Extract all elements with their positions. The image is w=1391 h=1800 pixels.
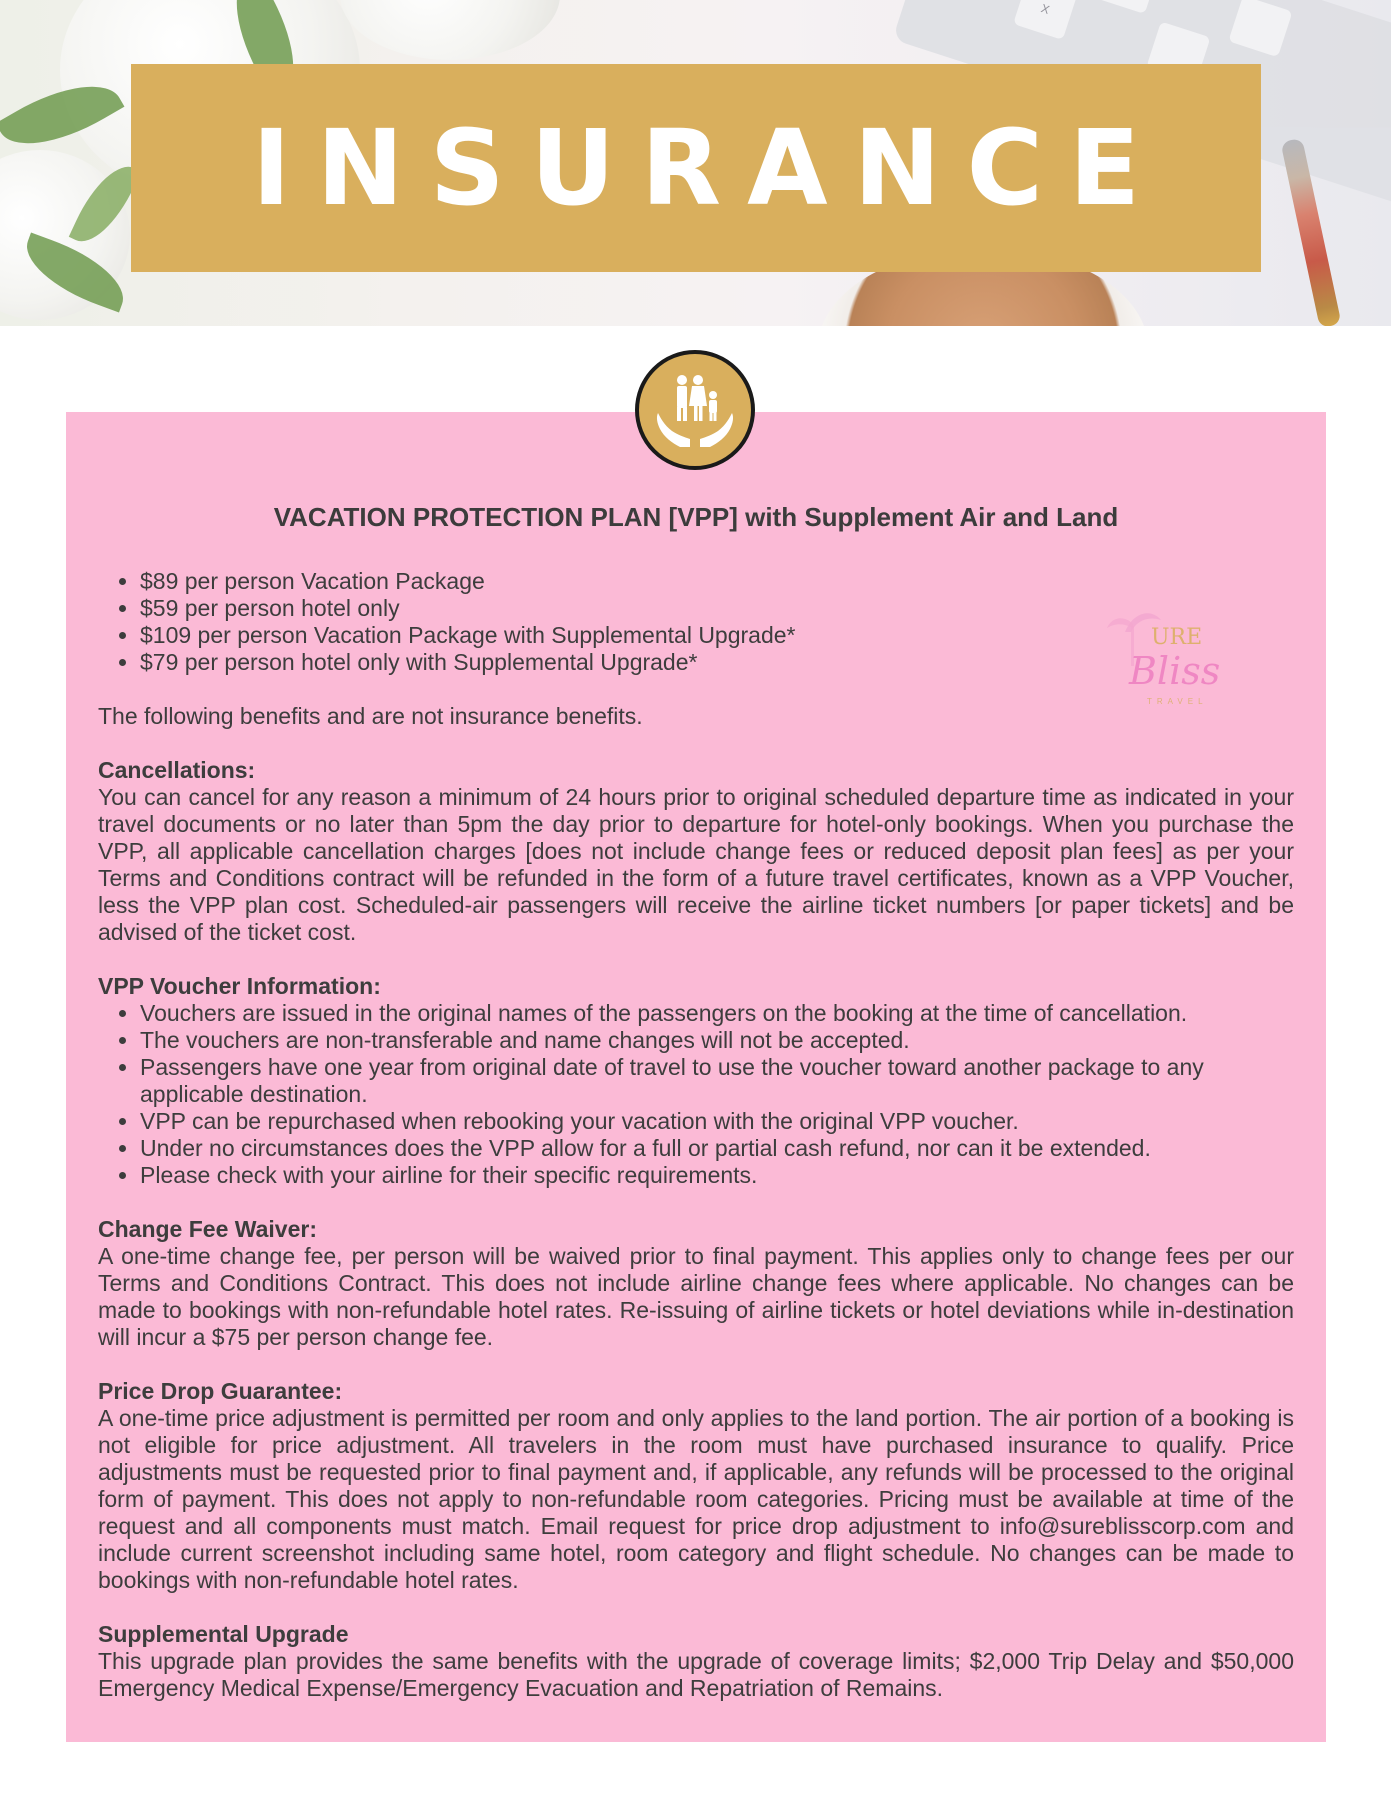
voucher-item: • Please check with your airline for their specific requirements. [140,1162,1294,1189]
cancellations-body: You can cancel for any reason a minimum of 24 hours prior to original scheduled departure time as indicated in your travel documents or no later than 5pm the day prior to departure for hotel-only bookings. When you purchase the VPP, all applicable cancellation charges [does not include change fees or reduced deposit plan fees] as per your Terms and Conditions contract will be refunded in the form of a future travel certificates, known as a VPP Voucher, less the VPP plan cost. Scheduled-air passengers will receive the airline ticket numbers [or paper tickets] and be advised of the ticket cost. [98,784,1294,945]
price-drop-title: Price Drop Guarantee: [98,1378,343,1404]
intro-text: The following benefits and are not insurance benefits. [98,703,643,729]
price-item: • $59 per person hotel only [140,595,1294,622]
voucher-title: VPP Voucher Information: [98,973,381,999]
voucher-item: • VPP can be repurchased when rebooking your vacation with the original VPP voucher. [140,1108,1294,1135]
svg-text:URE: URE [1151,625,1203,650]
page-title: INSURANCE [251,107,1167,229]
voucher-item: • Passengers have one year from original date of travel to use the voucher toward another package to any applicable destination. [140,1054,1294,1108]
cancellations-title: Cancellations: [98,757,256,783]
change-fee-title: Change Fee Waiver: [98,1216,317,1242]
key-x: X [1013,0,1077,40]
voucher-list [98,1000,1294,1189]
voucher-item: • The vouchers are non-transferable and name changes will not be accepted. [140,1027,1294,1054]
plan-heading: VACATION PROTECTION PLAN [VPP] with Supplement Air and Land [273,502,1119,532]
price-drop-body: A one-time price adjustment is permitted per room and only applies to the land portion. The air portion of a booking is not eligible for price adjustment. All travelers in the room must have purchased insurance to qualify. Price adjustments must be requested prior to final payment and, if applicable, any refunds will be processed to the original form of payment. This does not apply to non-refundable room categories. Pricing must be available at time of the request and all components must match. Email request for price drop adjustment to info@sureblisscorp.com and include current screenshot including same hotel, room category and flight schedule. No changes can be made to bookings with non-refundable hotel rates. [98,1405,1294,1593]
price-item: • $79 per person hotel only with Supplemental Upgrade* [140,649,1294,676]
price-item: • $109 per person Vacation Package with Supplemental Upgrade* [140,622,1294,649]
price-list [98,568,1294,676]
title-banner [131,64,1261,272]
voucher-item: • Under no circumstances does the VPP allow for a full or partial cash refund, nor can it be extended. [140,1135,1294,1162]
family-protection-icon [635,350,755,470]
supplemental-title: Supplemental Upgrade [98,1621,349,1647]
price-item: • $89 per person Vacation Package [140,568,1294,595]
supplemental-body: This upgrade plan provides the same benefits with the upgrade of coverage limits; $2,000 Trip Delay and $50,000 Emergency Medical Expense/Emergency Evacuation and Repatriation of Remains. [98,1648,1294,1701]
voucher-item: • Vouchers are issued in the original names of the passengers on the booking at the time of cancellation. [140,1000,1294,1027]
key-c [1095,0,1159,14]
plan-content [98,568,1294,1702]
family-hands-icon [650,365,740,455]
change-fee-body: A one-time change fee, per person will be waived prior to final payment. This applies only to change fees per our Terms and Conditions Contract. This does not include airline change fees where applicable. No changes can be made to bookings with non-refundable hotel rates. Re-issuing of airline tickets or hotel deviations while in-destination will incur a $75 per person change fee. [98,1243,1294,1350]
svg-text:Bliss: Bliss [1129,649,1221,693]
svg-text:TRAVEL: TRAVEL [1147,697,1208,706]
key-blank [1228,0,1292,57]
flower-image [340,0,560,60]
header-banner [0,0,1391,326]
